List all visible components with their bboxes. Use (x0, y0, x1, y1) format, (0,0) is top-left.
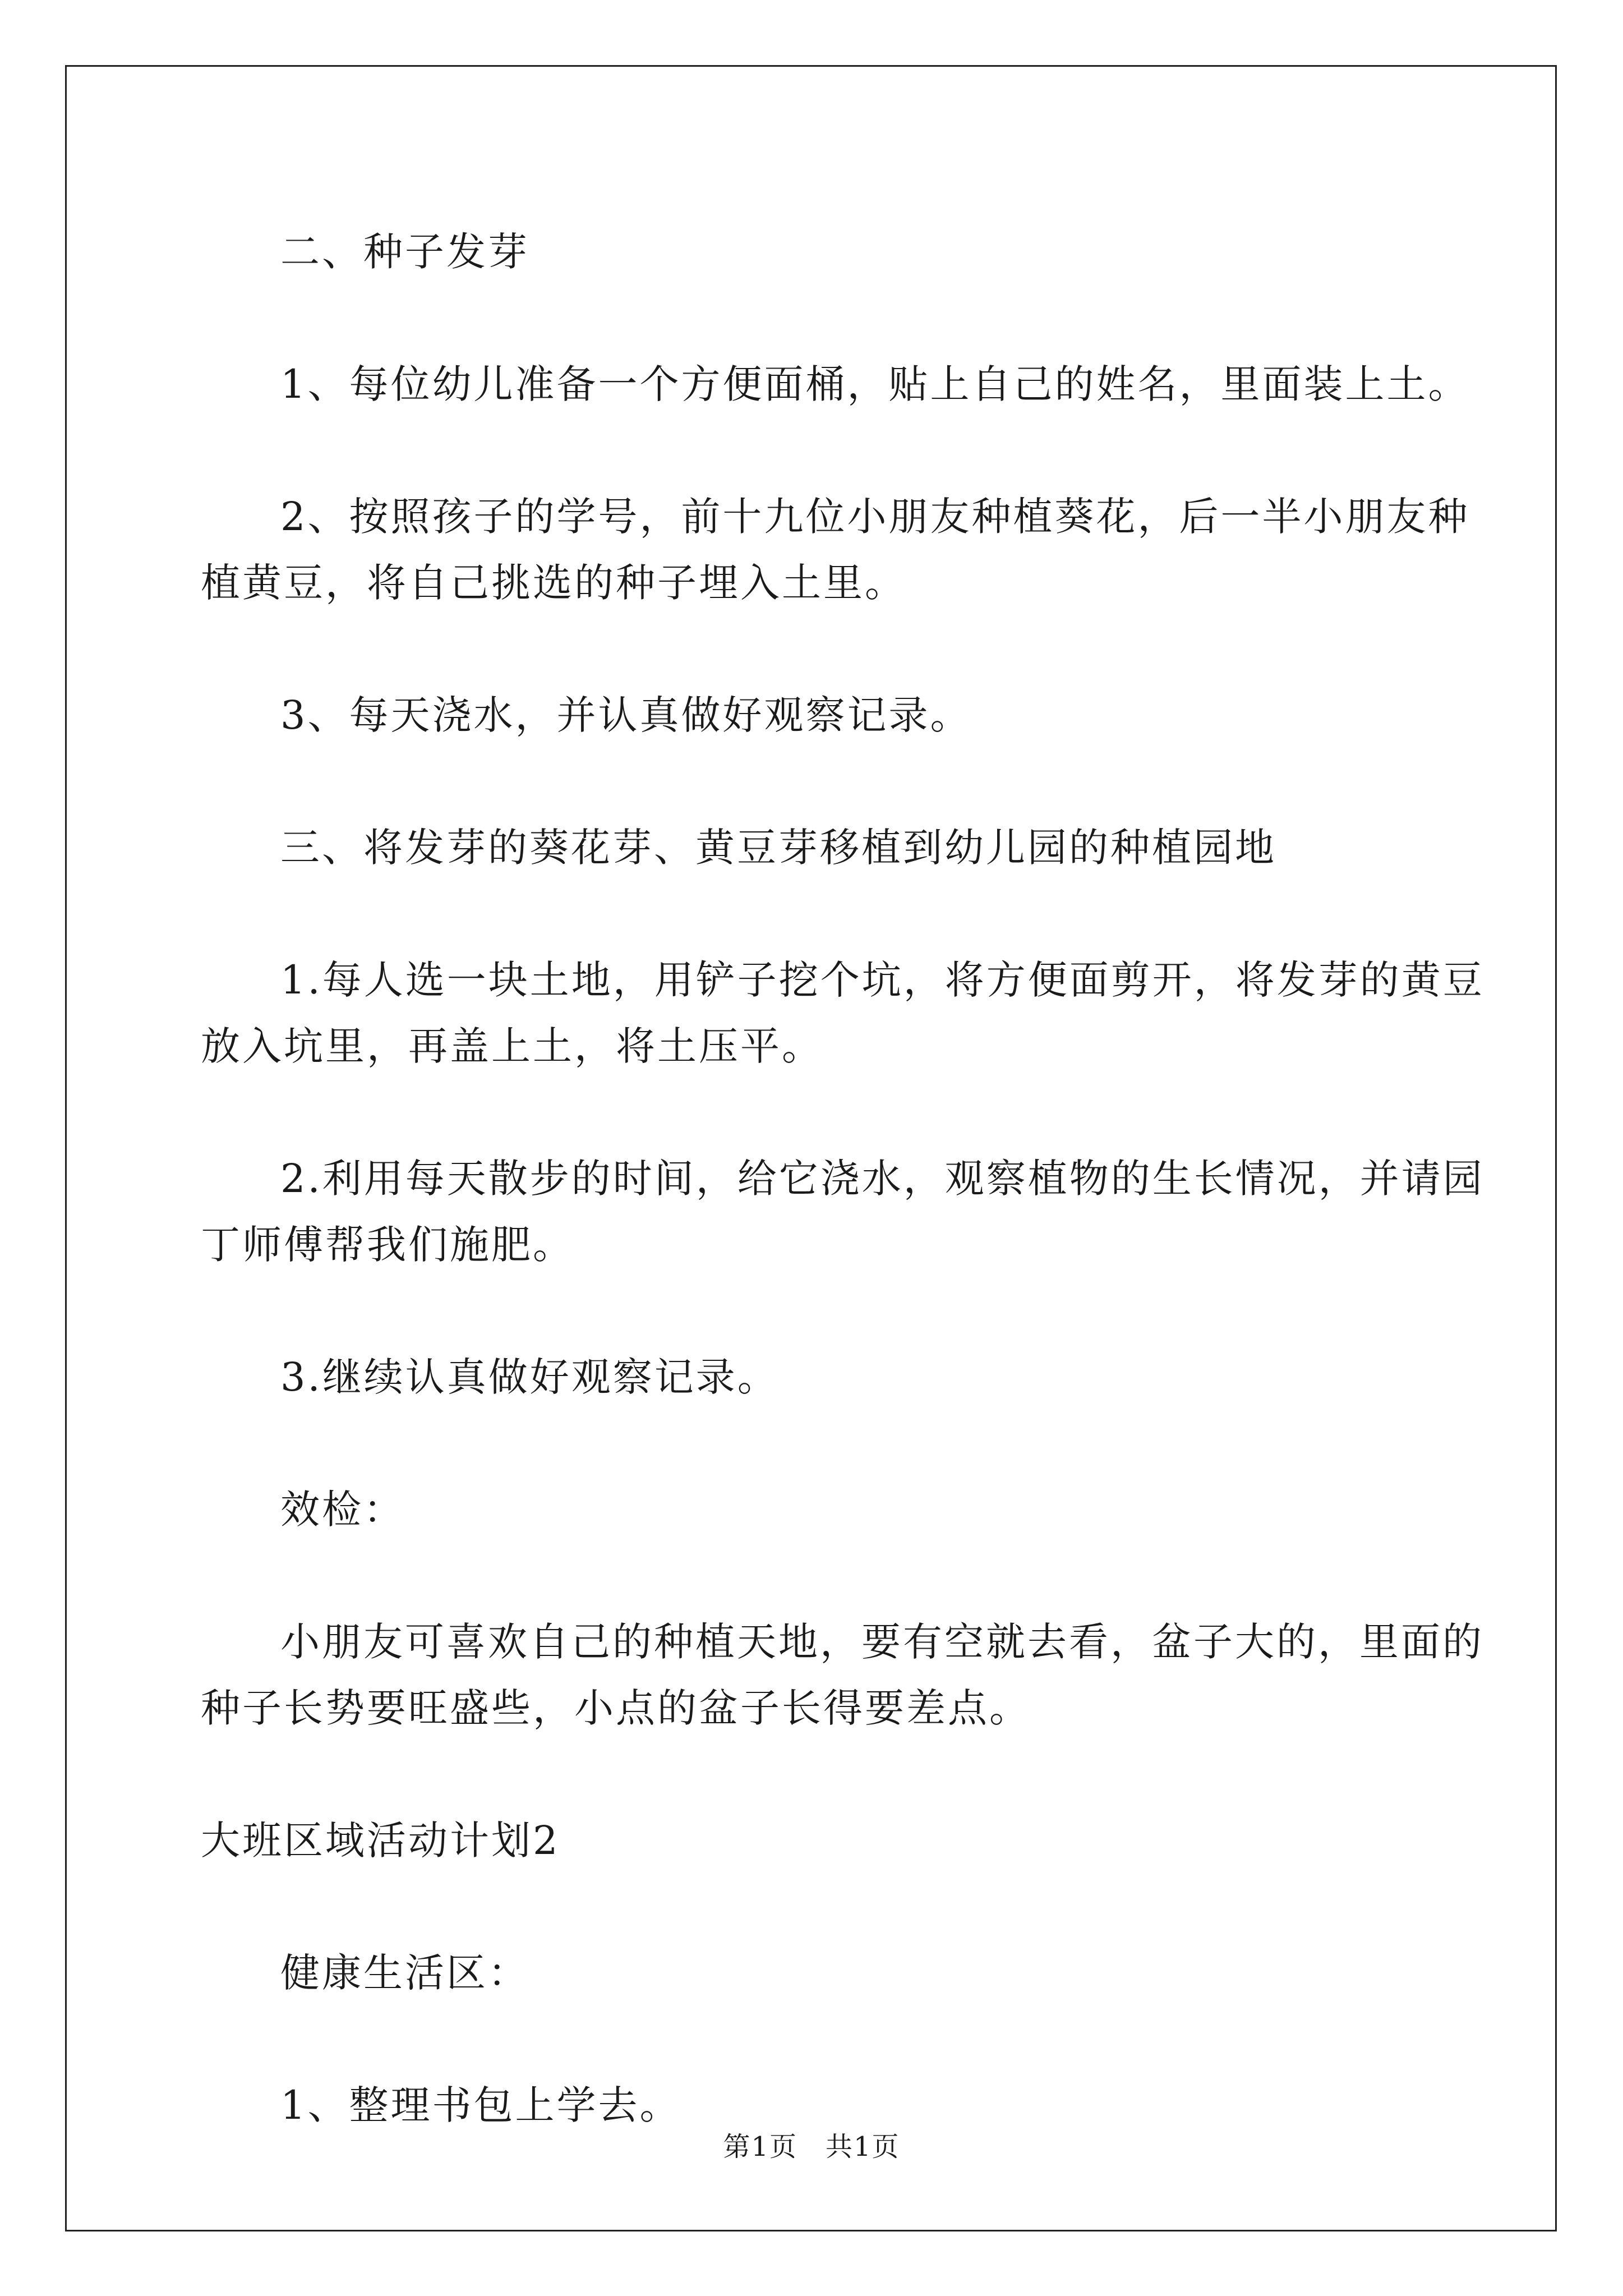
paragraph: 1、整理书包上学去。 (280, 2082, 681, 2128)
paragraph: 效检： (280, 1487, 405, 1533)
paragraph: 3、每天浇水，并认真做好观察记录。 (280, 692, 972, 738)
paragraph: 2.利用每天散步的时间，给它浇水，观察植物的生长情况，并请园丁师傅帮我们施肥。 (201, 1156, 1484, 1268)
page-number-footer: 第1页 共1页 (723, 2131, 900, 2162)
paragraph: 2、按照孩子的学号，前十九位小朋友种植葵花，后一半小朋友种植黄豆，将自己挑选的种子埋入土里。 (201, 494, 1470, 606)
paragraph: 3.继续认真做好观察记录。 (280, 1354, 779, 1400)
paragraph: 小朋友可喜欢自己的种植天地，要有空就去看，盆子大的，里面的种子长势要旺盛些，小点的盆子长得要差点。 (201, 1619, 1484, 1731)
paragraph: 二、种子发芽 (280, 229, 529, 275)
section-heading: 大班区域活动计划2 (201, 1818, 560, 1864)
paragraph: 1.每人选一块土地，用铲子挖个坑，将方便面剪开，将发芽的黄豆放入坑里，再盖上土，将土压平。 (201, 957, 1484, 1069)
document-body (201, 219, 1485, 2205)
paragraph: 三、将发芽的葵花芽、黄豆芽移植到幼儿园的种植园地 (280, 825, 1276, 871)
paragraph: 1、每位幼儿准备一个方便面桶，贴上自己的姓名，里面装上土。 (280, 361, 1470, 407)
paragraph: 健康生活区： (280, 1950, 529, 1996)
